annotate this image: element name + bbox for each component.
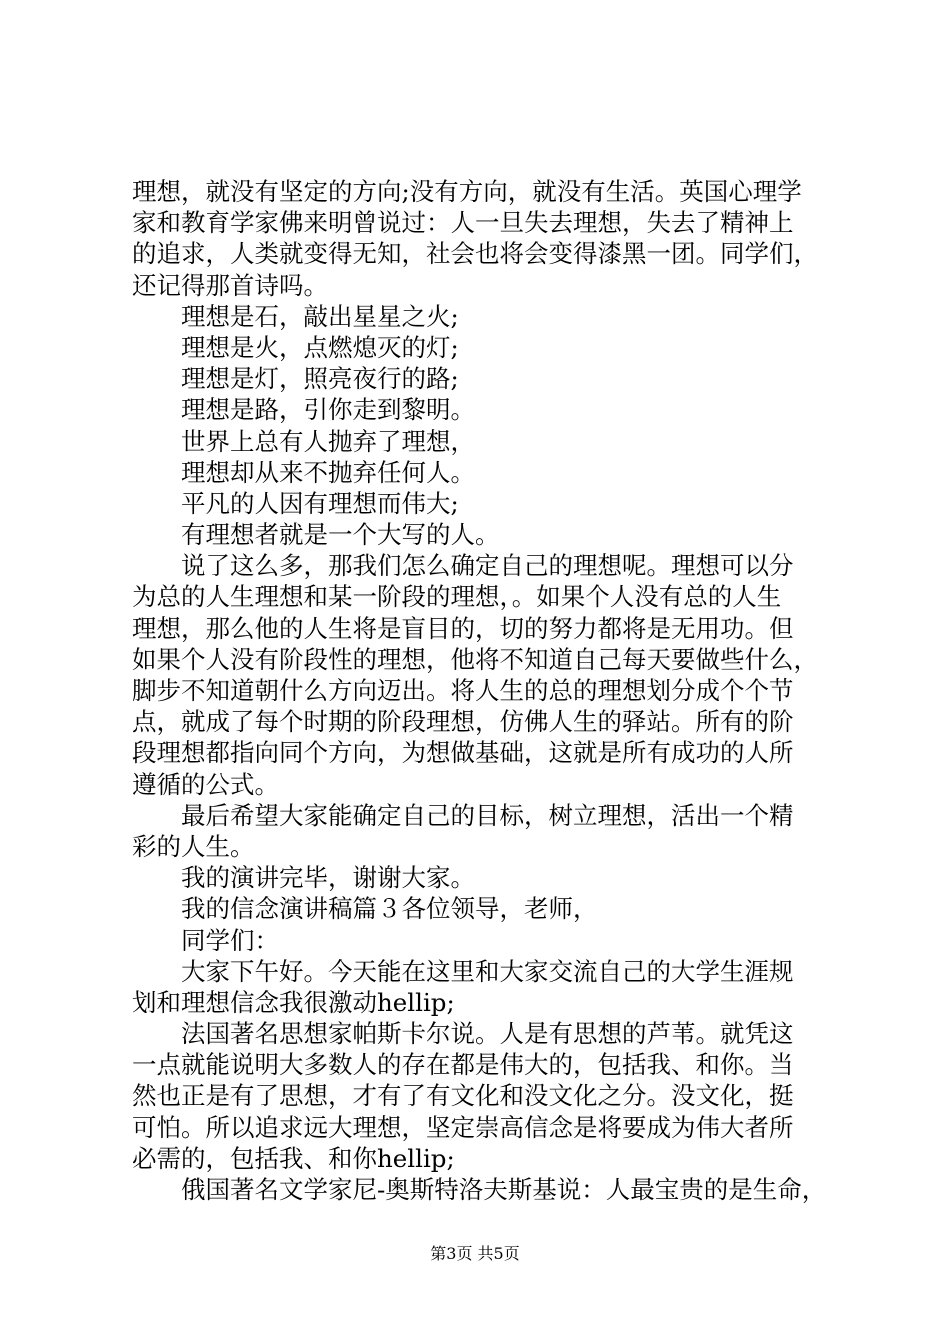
- text-line: 然也正是有了思想，才有了有文化和没文化之分。没文化，挺: [132, 1081, 794, 1111]
- text-line: 理想，那么他的人生将是盲目的，切的努力都将是无用功。但: [132, 613, 794, 643]
- text-line: 必需的，包括我、和你hellip;: [132, 1143, 455, 1173]
- text-line: 一点就能说明大多数人的存在都是伟大的，包括我、和你。当: [132, 1050, 794, 1080]
- page-footer: 第3页 共5页: [430, 1244, 520, 1263]
- text-line: 的追求，人类就变得无知，社会也将会变得漆黑一团。同学们，: [132, 239, 818, 269]
- text-line: 理想是灯，照亮夜行的路;: [181, 364, 459, 394]
- text-line: 为总的人生理想和某一阶段的理想，。如果个人没有总的人生: [132, 582, 782, 612]
- text-line: 理想是石，敲出星星之火;: [181, 301, 459, 331]
- text-line: 理想却从来不抛弃任何人。: [181, 457, 475, 487]
- text-line: 还记得那首诗吗。: [132, 270, 328, 300]
- text-line: 理想是路，引你走到黎明。: [181, 395, 475, 425]
- text-line: 可怕。所以追求远大理想，坚定崇高信念是将要成为伟大者所: [132, 1112, 794, 1142]
- text-line: 点，就成了每个时期的阶段理想，仿佛人生的驿站。所有的阶: [132, 707, 794, 737]
- text-line: 我的演讲完毕，谢谢大家。: [181, 863, 475, 893]
- text-line: 最后希望大家能确定自己的目标，树立理想，活出一个精: [181, 800, 794, 830]
- text-line: 遵循的公式。: [132, 769, 279, 799]
- text-line: 彩的人生。: [132, 831, 255, 861]
- text-line: 世界上总有人抛弃了理想，: [181, 426, 475, 456]
- text-line: 脚步不知道朝什么方向迈出。将人生的总的理想划分成个个节: [132, 676, 794, 705]
- text-line: 我的信念演讲稿篇３各位领导，老师，: [181, 894, 598, 924]
- text-line: 家和教育学家佛来明曾说过：人一旦失去理想，失去了精神上: [132, 208, 794, 238]
- text-line: 理想，就没有坚定的方向;没有方向，就没有生活。英国心理学: [132, 177, 802, 206]
- text-line: 说了这么多，那我们怎么确定自己的理想呢。理想可以分: [181, 551, 794, 581]
- text-line: 俄国著名文学家尼-奥斯特洛夫斯基说：人最宝贵的是生命，: [181, 1175, 827, 1204]
- text-line: 如果个人没有阶段性的理想，他将不知道自己每天要做些什么，: [132, 644, 818, 674]
- text-line: 同学们：: [181, 925, 279, 955]
- text-line: 划和理想信念我很激动hellip;: [132, 987, 455, 1017]
- text-line: 理想是火，点燃熄灭的灯;: [181, 332, 459, 362]
- text-line: 法国著名思想家帕斯卡尔说。人是有思想的芦苇。就凭这: [181, 1019, 794, 1049]
- text-line: 段理想都指向同个方向，为想做基础，这就是所有成功的人所: [132, 738, 794, 768]
- text-line: 平凡的人因有理想而伟大;: [181, 488, 459, 518]
- text-line: 大家下午好。今天能在这里和大家交流自己的大学生涯规: [181, 956, 794, 986]
- document-body: [132, 176, 840, 1205]
- text-line: 有理想者就是一个大写的人。: [181, 520, 500, 550]
